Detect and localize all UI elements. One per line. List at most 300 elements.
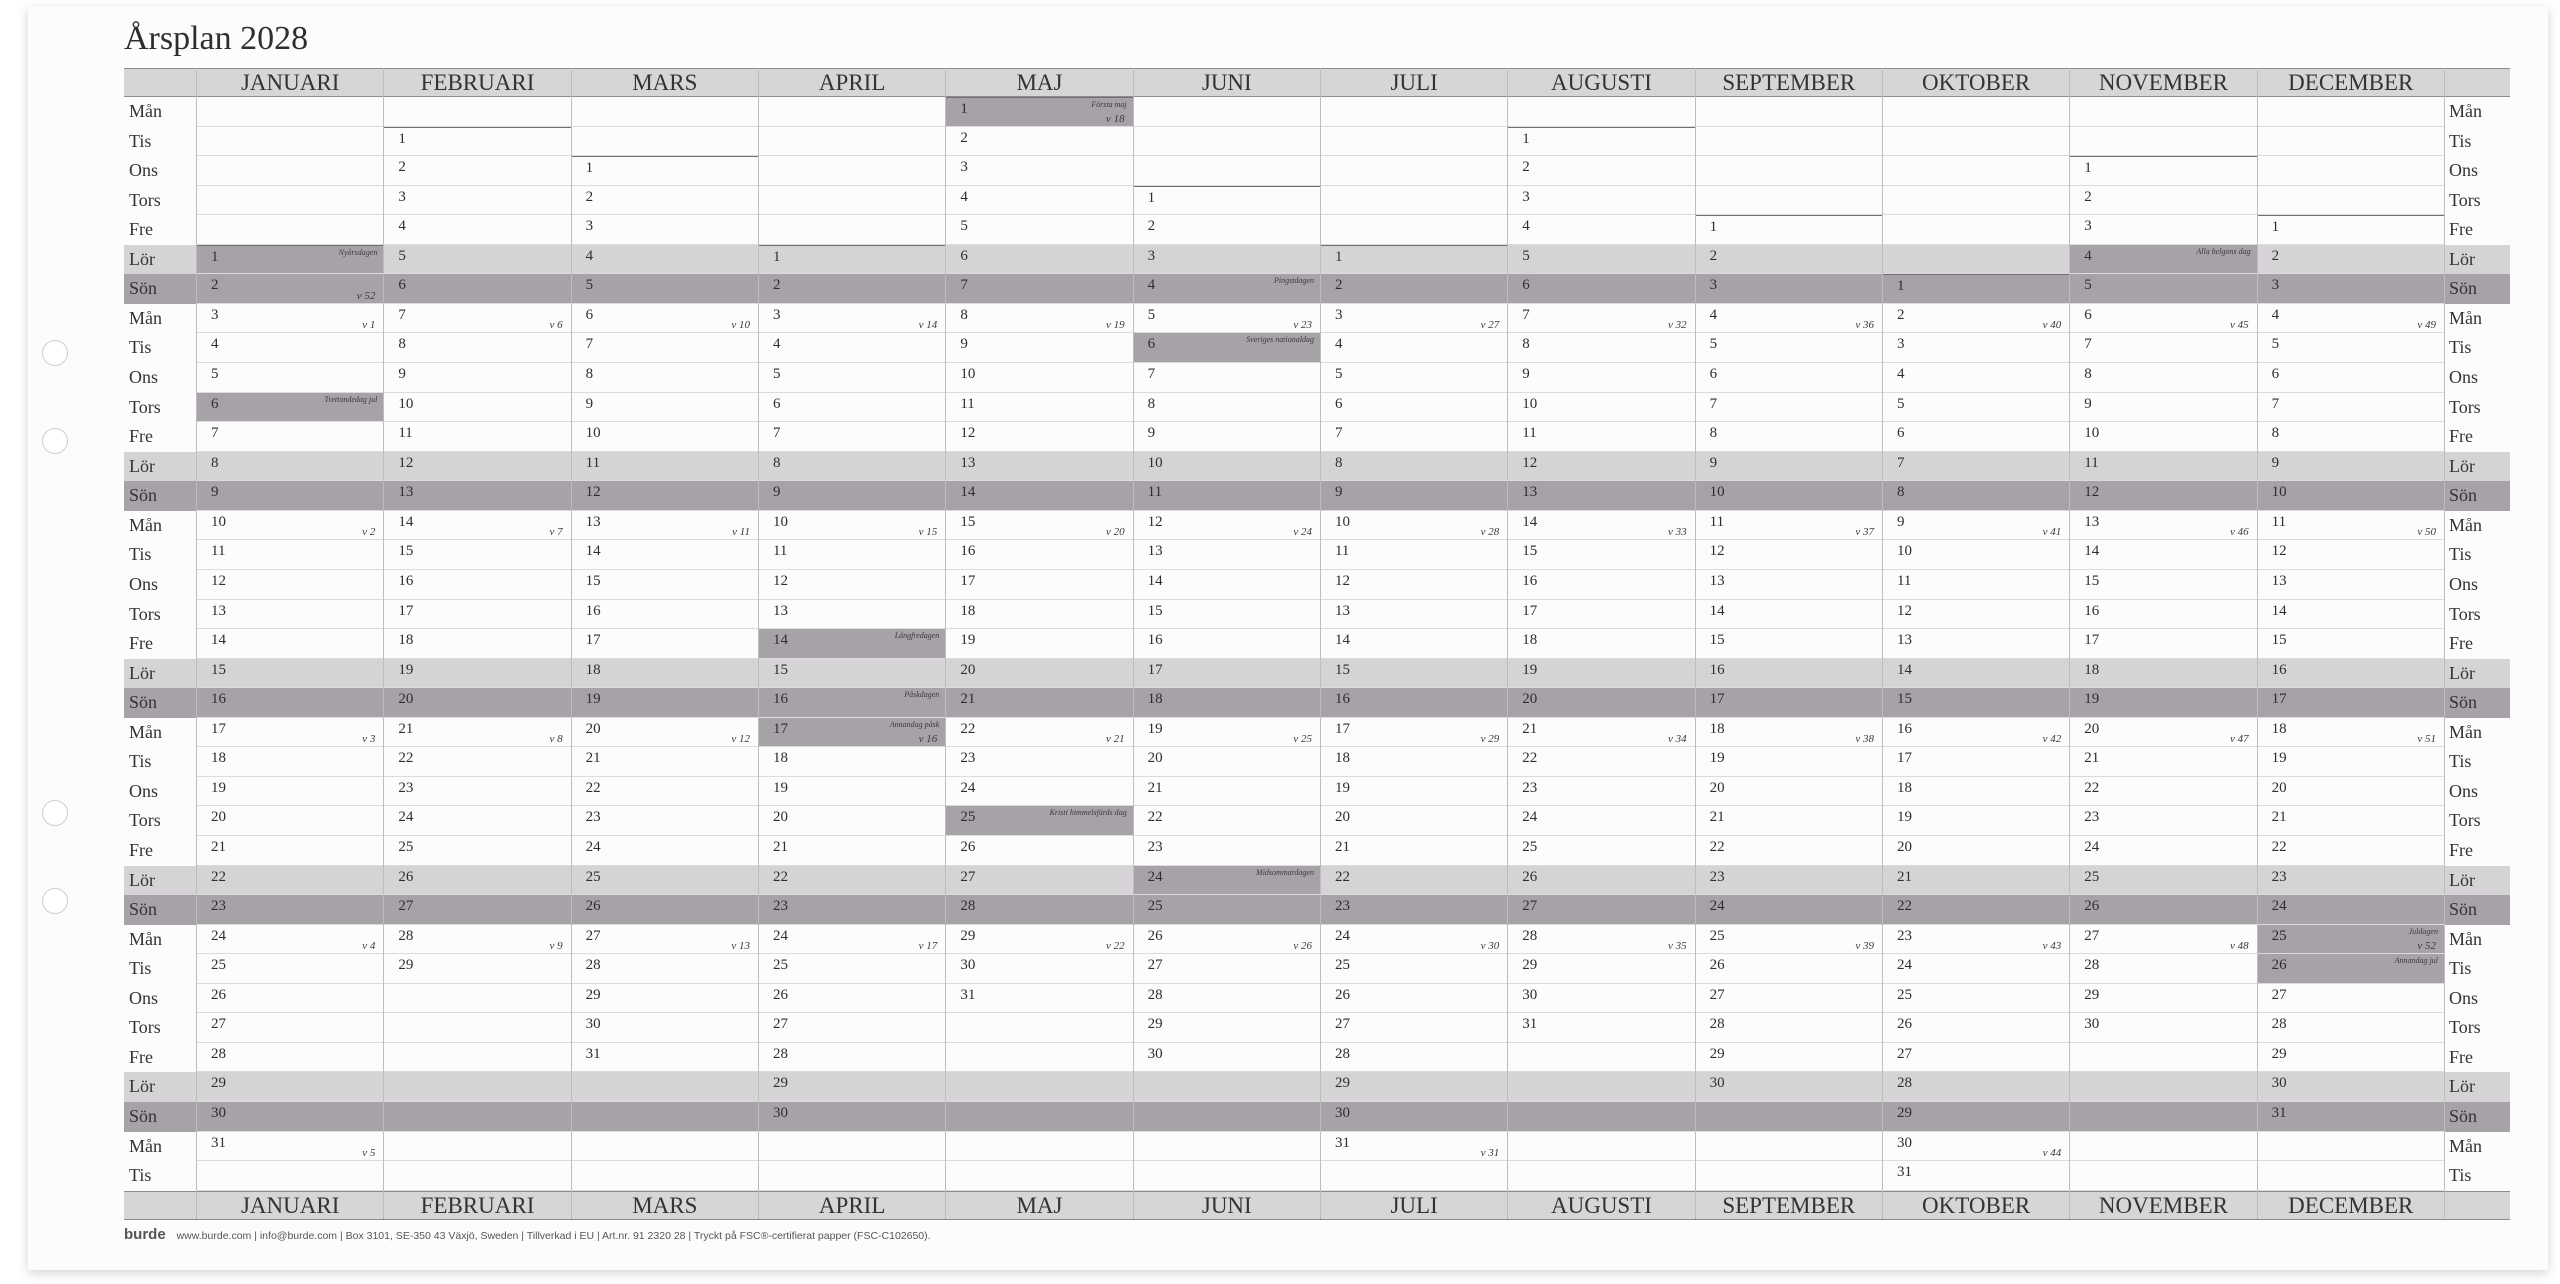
- day-cell[interactable]: [758, 836, 945, 866]
- day-cell[interactable]: [758, 688, 945, 718]
- day-cell[interactable]: [1507, 570, 1694, 600]
- day-cell[interactable]: [1695, 452, 1882, 482]
- day-cell[interactable]: [758, 806, 945, 836]
- day-cell[interactable]: [1133, 481, 1320, 511]
- day-cell[interactable]: [1320, 984, 1507, 1014]
- day-cell[interactable]: [1695, 1013, 1882, 1043]
- day-cell[interactable]: [2257, 1013, 2444, 1043]
- day-cell[interactable]: [571, 659, 758, 689]
- day-cell[interactable]: [2257, 659, 2444, 689]
- day-cell[interactable]: [758, 540, 945, 570]
- day-cell[interactable]: [1320, 954, 1507, 984]
- day-cell[interactable]: [1320, 422, 1507, 452]
- day-cell[interactable]: [1695, 600, 1882, 630]
- day-cell[interactable]: [196, 540, 383, 570]
- day-cell[interactable]: [1695, 422, 1882, 452]
- day-cell[interactable]: [383, 274, 570, 304]
- day-cell[interactable]: [1507, 836, 1694, 866]
- day-cell[interactable]: [2257, 688, 2444, 718]
- day-cell[interactable]: [945, 215, 1132, 245]
- day-cell[interactable]: [1133, 511, 1320, 541]
- day-cell[interactable]: [1695, 363, 1882, 393]
- day-cell[interactable]: [1507, 600, 1694, 630]
- day-cell[interactable]: [2069, 363, 2256, 393]
- day-cell[interactable]: [1695, 215, 1882, 245]
- day-cell[interactable]: [2257, 925, 2444, 955]
- day-cell[interactable]: [196, 688, 383, 718]
- day-cell[interactable]: [1695, 245, 1882, 275]
- day-cell[interactable]: [945, 304, 1132, 334]
- day-cell[interactable]: [571, 363, 758, 393]
- day-cell[interactable]: [2257, 481, 2444, 511]
- day-cell[interactable]: [2257, 304, 2444, 334]
- day-cell[interactable]: [758, 511, 945, 541]
- day-cell[interactable]: [945, 186, 1132, 216]
- day-cell[interactable]: [571, 186, 758, 216]
- day-cell[interactable]: [1320, 895, 1507, 925]
- day-cell[interactable]: [2257, 747, 2444, 777]
- day-cell[interactable]: [571, 718, 758, 748]
- day-cell[interactable]: [1695, 481, 1882, 511]
- day-cell[interactable]: [1507, 452, 1694, 482]
- day-cell[interactable]: [945, 570, 1132, 600]
- day-cell[interactable]: [1695, 511, 1882, 541]
- day-cell[interactable]: [945, 333, 1132, 363]
- day-cell[interactable]: [1133, 718, 1320, 748]
- day-cell[interactable]: [945, 777, 1132, 807]
- day-cell[interactable]: [1320, 452, 1507, 482]
- day-cell[interactable]: [758, 245, 945, 275]
- day-cell[interactable]: [1882, 806, 2069, 836]
- day-cell[interactable]: [383, 511, 570, 541]
- day-cell[interactable]: [571, 452, 758, 482]
- day-cell[interactable]: [2069, 688, 2256, 718]
- day-cell[interactable]: [196, 304, 383, 334]
- day-cell[interactable]: [758, 895, 945, 925]
- day-cell[interactable]: [383, 866, 570, 896]
- day-cell[interactable]: [1133, 600, 1320, 630]
- day-cell[interactable]: [945, 600, 1132, 630]
- day-cell[interactable]: [945, 984, 1132, 1014]
- day-cell[interactable]: [383, 777, 570, 807]
- day-cell[interactable]: [1695, 777, 1882, 807]
- day-cell[interactable]: [1507, 363, 1694, 393]
- day-cell[interactable]: [571, 245, 758, 275]
- day-cell[interactable]: [571, 600, 758, 630]
- day-cell[interactable]: [945, 363, 1132, 393]
- day-cell[interactable]: [1320, 511, 1507, 541]
- day-cell[interactable]: [196, 777, 383, 807]
- day-cell[interactable]: [196, 629, 383, 659]
- day-cell[interactable]: [758, 1102, 945, 1132]
- day-cell[interactable]: [758, 1043, 945, 1073]
- day-cell[interactable]: [1882, 422, 2069, 452]
- day-cell[interactable]: [196, 984, 383, 1014]
- day-cell[interactable]: [1882, 984, 2069, 1014]
- day-cell[interactable]: [2069, 186, 2256, 216]
- day-cell[interactable]: [383, 688, 570, 718]
- day-cell[interactable]: [383, 570, 570, 600]
- day-cell[interactable]: [1507, 274, 1694, 304]
- day-cell[interactable]: [571, 895, 758, 925]
- day-cell[interactable]: [1882, 1102, 2069, 1132]
- day-cell[interactable]: [2257, 806, 2444, 836]
- day-cell[interactable]: [1320, 363, 1507, 393]
- day-cell[interactable]: [1133, 422, 1320, 452]
- day-cell[interactable]: [383, 600, 570, 630]
- day-cell[interactable]: [1320, 777, 1507, 807]
- day-cell[interactable]: [2257, 274, 2444, 304]
- day-cell[interactable]: [383, 215, 570, 245]
- day-cell[interactable]: [945, 718, 1132, 748]
- day-cell[interactable]: [196, 954, 383, 984]
- day-cell[interactable]: [2069, 747, 2256, 777]
- day-cell[interactable]: [383, 718, 570, 748]
- day-cell[interactable]: [1882, 1161, 2069, 1191]
- day-cell[interactable]: [1882, 452, 2069, 482]
- day-cell[interactable]: [945, 925, 1132, 955]
- day-cell[interactable]: [196, 333, 383, 363]
- day-cell[interactable]: [2069, 629, 2256, 659]
- day-cell[interactable]: [2257, 600, 2444, 630]
- day-cell[interactable]: [1695, 1072, 1882, 1102]
- day-cell[interactable]: [1133, 659, 1320, 689]
- day-cell[interactable]: [2069, 659, 2256, 689]
- day-cell[interactable]: [383, 481, 570, 511]
- day-cell[interactable]: [758, 600, 945, 630]
- day-cell[interactable]: [196, 836, 383, 866]
- day-cell[interactable]: [1695, 806, 1882, 836]
- day-cell[interactable]: [2257, 215, 2444, 245]
- day-cell[interactable]: [945, 156, 1132, 186]
- day-cell[interactable]: [571, 422, 758, 452]
- day-cell[interactable]: [1133, 393, 1320, 423]
- day-cell[interactable]: [1507, 333, 1694, 363]
- day-cell[interactable]: [571, 1043, 758, 1073]
- day-cell[interactable]: [1695, 570, 1882, 600]
- day-cell[interactable]: [945, 274, 1132, 304]
- day-cell[interactable]: [571, 1013, 758, 1043]
- day-cell[interactable]: [1320, 806, 1507, 836]
- day-cell[interactable]: [383, 629, 570, 659]
- day-cell[interactable]: [1882, 481, 2069, 511]
- day-cell[interactable]: [2069, 481, 2256, 511]
- day-cell[interactable]: [945, 954, 1132, 984]
- day-cell[interactable]: [1882, 363, 2069, 393]
- day-cell[interactable]: [1507, 747, 1694, 777]
- day-cell[interactable]: [2069, 866, 2256, 896]
- day-cell[interactable]: [758, 452, 945, 482]
- day-cell[interactable]: [1507, 718, 1694, 748]
- day-cell[interactable]: [758, 363, 945, 393]
- day-cell[interactable]: [1507, 156, 1694, 186]
- day-cell[interactable]: [1507, 954, 1694, 984]
- day-cell[interactable]: [1507, 806, 1694, 836]
- day-cell[interactable]: [945, 452, 1132, 482]
- day-cell[interactable]: [1507, 1013, 1694, 1043]
- day-cell[interactable]: [1507, 186, 1694, 216]
- day-cell[interactable]: [383, 333, 570, 363]
- day-cell[interactable]: [571, 866, 758, 896]
- day-cell[interactable]: [1320, 1043, 1507, 1073]
- day-cell[interactable]: [1507, 422, 1694, 452]
- day-cell[interactable]: [2257, 718, 2444, 748]
- day-cell[interactable]: [383, 452, 570, 482]
- day-cell[interactable]: [1507, 304, 1694, 334]
- day-cell[interactable]: [758, 304, 945, 334]
- day-cell[interactable]: [571, 511, 758, 541]
- day-cell[interactable]: [1133, 777, 1320, 807]
- day-cell[interactable]: [945, 895, 1132, 925]
- day-cell[interactable]: [196, 895, 383, 925]
- day-cell[interactable]: [1133, 215, 1320, 245]
- day-cell[interactable]: [945, 393, 1132, 423]
- day-cell[interactable]: [571, 688, 758, 718]
- day-cell[interactable]: [196, 481, 383, 511]
- day-cell[interactable]: [2069, 925, 2256, 955]
- day-cell[interactable]: [1507, 511, 1694, 541]
- day-cell[interactable]: [1882, 718, 2069, 748]
- day-cell[interactable]: [1882, 895, 2069, 925]
- day-cell[interactable]: [1882, 629, 2069, 659]
- day-cell[interactable]: [2257, 629, 2444, 659]
- day-cell[interactable]: [2257, 540, 2444, 570]
- day-cell[interactable]: [1320, 747, 1507, 777]
- day-cell[interactable]: [1133, 186, 1320, 216]
- day-cell[interactable]: [2257, 984, 2444, 1014]
- day-cell[interactable]: [945, 97, 1132, 127]
- day-cell[interactable]: [1507, 629, 1694, 659]
- day-cell[interactable]: [1507, 540, 1694, 570]
- day-cell[interactable]: [945, 747, 1132, 777]
- day-cell[interactable]: [571, 304, 758, 334]
- day-cell[interactable]: [1882, 274, 2069, 304]
- day-cell[interactable]: [2257, 836, 2444, 866]
- day-cell[interactable]: [2069, 600, 2256, 630]
- day-cell[interactable]: [196, 511, 383, 541]
- day-cell[interactable]: [945, 806, 1132, 836]
- day-cell[interactable]: [1133, 540, 1320, 570]
- day-cell[interactable]: [196, 1072, 383, 1102]
- day-cell[interactable]: [758, 718, 945, 748]
- day-cell[interactable]: [2069, 215, 2256, 245]
- day-cell[interactable]: [2069, 570, 2256, 600]
- day-cell[interactable]: [1133, 836, 1320, 866]
- day-cell[interactable]: [1695, 1043, 1882, 1073]
- day-cell[interactable]: [1133, 245, 1320, 275]
- day-cell[interactable]: [1695, 304, 1882, 334]
- day-cell[interactable]: [1882, 925, 2069, 955]
- day-cell[interactable]: [1133, 452, 1320, 482]
- day-cell[interactable]: [2257, 363, 2444, 393]
- day-cell[interactable]: [1320, 245, 1507, 275]
- day-cell[interactable]: [945, 511, 1132, 541]
- day-cell[interactable]: [1695, 274, 1882, 304]
- day-cell[interactable]: [571, 836, 758, 866]
- day-cell[interactable]: [2069, 836, 2256, 866]
- day-cell[interactable]: [1507, 777, 1694, 807]
- day-cell[interactable]: [2257, 1102, 2444, 1132]
- day-cell[interactable]: [1695, 333, 1882, 363]
- day-cell[interactable]: [1320, 659, 1507, 689]
- day-cell[interactable]: [945, 836, 1132, 866]
- day-cell[interactable]: [1695, 718, 1882, 748]
- day-cell[interactable]: [2069, 452, 2256, 482]
- day-cell[interactable]: [945, 629, 1132, 659]
- day-cell[interactable]: [2257, 245, 2444, 275]
- day-cell[interactable]: [1133, 304, 1320, 334]
- day-cell[interactable]: [383, 895, 570, 925]
- day-cell[interactable]: [1320, 925, 1507, 955]
- day-cell[interactable]: [1882, 540, 2069, 570]
- day-cell[interactable]: [196, 570, 383, 600]
- day-cell[interactable]: [571, 481, 758, 511]
- day-cell[interactable]: [1133, 274, 1320, 304]
- day-cell[interactable]: [1320, 333, 1507, 363]
- day-cell[interactable]: [1695, 836, 1882, 866]
- day-cell[interactable]: [196, 1132, 383, 1162]
- day-cell[interactable]: [2257, 954, 2444, 984]
- day-cell[interactable]: [571, 393, 758, 423]
- day-cell[interactable]: [383, 659, 570, 689]
- day-cell[interactable]: [945, 127, 1132, 157]
- day-cell[interactable]: [1320, 570, 1507, 600]
- day-cell[interactable]: [1320, 274, 1507, 304]
- day-cell[interactable]: [1320, 1102, 1507, 1132]
- day-cell[interactable]: [758, 629, 945, 659]
- day-cell[interactable]: [383, 156, 570, 186]
- day-cell[interactable]: [196, 806, 383, 836]
- day-cell[interactable]: [196, 600, 383, 630]
- day-cell[interactable]: [383, 304, 570, 334]
- day-cell[interactable]: [1882, 1072, 2069, 1102]
- day-cell[interactable]: [2069, 984, 2256, 1014]
- day-cell[interactable]: [1882, 511, 2069, 541]
- day-cell[interactable]: [2069, 304, 2256, 334]
- day-cell[interactable]: [758, 393, 945, 423]
- day-cell[interactable]: [945, 245, 1132, 275]
- day-cell[interactable]: [1133, 570, 1320, 600]
- day-cell[interactable]: [1882, 866, 2069, 896]
- day-cell[interactable]: [1507, 659, 1694, 689]
- day-cell[interactable]: [196, 925, 383, 955]
- day-cell[interactable]: [1320, 1132, 1507, 1162]
- day-cell[interactable]: [196, 1013, 383, 1043]
- day-cell[interactable]: [1695, 659, 1882, 689]
- day-cell[interactable]: [2257, 866, 2444, 896]
- day-cell[interactable]: [758, 333, 945, 363]
- day-cell[interactable]: [2257, 895, 2444, 925]
- day-cell[interactable]: [571, 925, 758, 955]
- day-cell[interactable]: [1133, 747, 1320, 777]
- day-cell[interactable]: [2069, 954, 2256, 984]
- day-cell[interactable]: [1882, 304, 2069, 334]
- day-cell[interactable]: [1695, 629, 1882, 659]
- day-cell[interactable]: [1695, 954, 1882, 984]
- day-cell[interactable]: [1507, 127, 1694, 157]
- day-cell[interactable]: [383, 954, 570, 984]
- day-cell[interactable]: [383, 806, 570, 836]
- day-cell[interactable]: [571, 777, 758, 807]
- day-cell[interactable]: [1882, 954, 2069, 984]
- day-cell[interactable]: [1320, 629, 1507, 659]
- day-cell[interactable]: [1695, 540, 1882, 570]
- day-cell[interactable]: [945, 688, 1132, 718]
- day-cell[interactable]: [571, 333, 758, 363]
- day-cell[interactable]: [1695, 984, 1882, 1014]
- day-cell[interactable]: [1882, 1132, 2069, 1162]
- day-cell[interactable]: [1882, 747, 2069, 777]
- day-cell[interactable]: [1507, 245, 1694, 275]
- day-cell[interactable]: [1133, 363, 1320, 393]
- day-cell[interactable]: [2069, 393, 2256, 423]
- day-cell[interactable]: [758, 747, 945, 777]
- day-cell[interactable]: [2069, 718, 2256, 748]
- day-cell[interactable]: [1133, 866, 1320, 896]
- day-cell[interactable]: [2257, 1043, 2444, 1073]
- day-cell[interactable]: [945, 659, 1132, 689]
- day-cell[interactable]: [1320, 836, 1507, 866]
- day-cell[interactable]: [1133, 1043, 1320, 1073]
- day-cell[interactable]: [1882, 570, 2069, 600]
- day-cell[interactable]: [196, 747, 383, 777]
- day-cell[interactable]: [2069, 806, 2256, 836]
- day-cell[interactable]: [2257, 333, 2444, 363]
- day-cell[interactable]: [2069, 1013, 2256, 1043]
- day-cell[interactable]: [758, 570, 945, 600]
- day-cell[interactable]: [1133, 629, 1320, 659]
- day-cell[interactable]: [383, 836, 570, 866]
- day-cell[interactable]: [758, 274, 945, 304]
- day-cell[interactable]: [1133, 925, 1320, 955]
- day-cell[interactable]: [383, 540, 570, 570]
- day-cell[interactable]: [2069, 777, 2256, 807]
- day-cell[interactable]: [1882, 1013, 2069, 1043]
- day-cell[interactable]: [196, 452, 383, 482]
- day-cell[interactable]: [758, 659, 945, 689]
- day-cell[interactable]: [2257, 452, 2444, 482]
- day-cell[interactable]: [2257, 422, 2444, 452]
- day-cell[interactable]: [1882, 1043, 2069, 1073]
- day-cell[interactable]: [571, 954, 758, 984]
- day-cell[interactable]: [1320, 600, 1507, 630]
- day-cell[interactable]: [196, 422, 383, 452]
- day-cell[interactable]: [1882, 659, 2069, 689]
- day-cell[interactable]: [196, 659, 383, 689]
- day-cell[interactable]: [1882, 836, 2069, 866]
- day-cell[interactable]: [196, 866, 383, 896]
- day-cell[interactable]: [383, 363, 570, 393]
- day-cell[interactable]: [1320, 718, 1507, 748]
- day-cell[interactable]: [945, 540, 1132, 570]
- day-cell[interactable]: [2069, 422, 2256, 452]
- day-cell[interactable]: [571, 984, 758, 1014]
- day-cell[interactable]: [945, 866, 1132, 896]
- day-cell[interactable]: [571, 156, 758, 186]
- day-cell[interactable]: [2069, 540, 2256, 570]
- day-cell[interactable]: [2069, 895, 2256, 925]
- day-cell[interactable]: [2257, 511, 2444, 541]
- day-cell[interactable]: [383, 422, 570, 452]
- day-cell[interactable]: [1320, 393, 1507, 423]
- day-cell[interactable]: [1507, 688, 1694, 718]
- day-cell[interactable]: [758, 1013, 945, 1043]
- day-cell[interactable]: [1507, 895, 1694, 925]
- day-cell[interactable]: [2257, 777, 2444, 807]
- day-cell[interactable]: [571, 215, 758, 245]
- day-cell[interactable]: [1882, 333, 2069, 363]
- day-cell[interactable]: [383, 393, 570, 423]
